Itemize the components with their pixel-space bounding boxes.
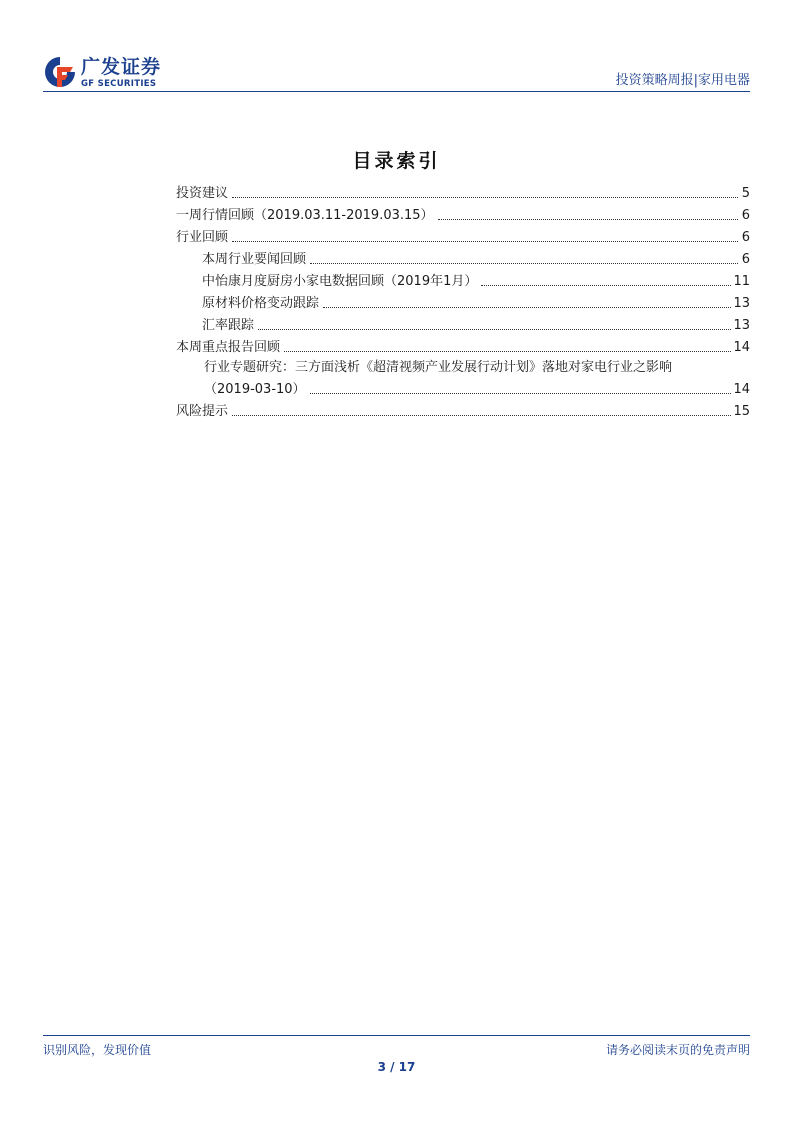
page-header xyxy=(43,52,750,92)
toc-entry-text: 投资建议 xyxy=(176,186,229,201)
toc-entry-text: 本周行业要闻回顾 xyxy=(202,252,307,267)
toc-leader-dots xyxy=(310,392,732,394)
toc-leader-dots xyxy=(310,262,738,264)
toc-entry-text: 本周重点报告回顾 xyxy=(176,340,281,355)
toc-leader-dots xyxy=(258,328,731,330)
toc-entry-uhd-video-study-cont[interactable] xyxy=(176,376,750,398)
footer-slogan: 识别风险，发现价值 xyxy=(43,1043,152,1057)
report-type-label: 投资策略周报|家用电器 xyxy=(615,73,750,88)
toc-entry-uhd-video-study[interactable] xyxy=(176,356,750,376)
toc-entry-key-reports[interactable] xyxy=(176,334,750,356)
header-divider xyxy=(43,91,750,92)
toc-entry-text: 汇率跟踪 xyxy=(202,318,255,333)
toc-entry-page: 6 xyxy=(741,208,750,223)
toc-entry-page: 13 xyxy=(733,318,750,333)
toc-entry-industry-review[interactable] xyxy=(176,224,750,246)
page-number: 3 / 17 xyxy=(377,1060,416,1074)
gf-logo-icon xyxy=(43,55,77,89)
toc-leader-dots xyxy=(232,240,738,242)
toc-entry-weekly-market-review[interactable] xyxy=(176,202,750,224)
toc-entry-text-continued: （2019-03-10） xyxy=(204,382,306,397)
toc-entry-kitchen-appliance-data[interactable] xyxy=(176,268,750,290)
toc-entry-page: 6 xyxy=(741,252,750,267)
toc-entry-text: 一周行情回顾（2019.03.11-2019.03.15） xyxy=(176,208,434,223)
toc-entry-page: 13 xyxy=(733,296,750,311)
footer-disclaimer-note: 请务必阅读末页的免责声明 xyxy=(605,1043,750,1057)
toc-leader-dots xyxy=(323,306,731,308)
toc-entry-page: 14 xyxy=(733,382,750,397)
toc-entry-page: 11 xyxy=(733,274,750,289)
toc-entry-page: 15 xyxy=(733,404,750,419)
toc-entry-text: 行业专题研究：三方面浅析《超清视频产业发展行动计划》落地对家电行业之影响 xyxy=(204,360,673,375)
toc-entry-text: 原材料价格变动跟踪 xyxy=(202,296,320,311)
gf-securities-logo xyxy=(43,55,173,91)
toc-entry-raw-material-prices[interactable] xyxy=(176,290,750,312)
toc-leader-dots xyxy=(438,218,738,220)
toc-leader-dots xyxy=(481,284,731,286)
footer-divider xyxy=(43,1035,750,1036)
toc-title: 目录索引 xyxy=(352,150,441,172)
toc-entry-page: 5 xyxy=(741,186,750,201)
table-of-contents xyxy=(176,180,750,420)
toc-entry-investment-advice[interactable] xyxy=(176,180,750,202)
toc-entry-text: 中怡康月度厨房小家电数据回顾（2019年1月） xyxy=(202,274,478,289)
toc-entry-risk-warning[interactable] xyxy=(176,398,750,420)
toc-leader-dots xyxy=(232,414,731,416)
toc-entry-exchange-rate[interactable] xyxy=(176,312,750,334)
logo-english-name: GF SECURITIES xyxy=(81,79,157,89)
toc-entry-page: 14 xyxy=(733,340,750,355)
toc-entry-text: 风险提示 xyxy=(176,404,229,419)
toc-leader-dots xyxy=(284,350,731,352)
toc-leader-dots xyxy=(232,196,738,198)
toc-entry-page: 6 xyxy=(741,230,750,245)
logo-chinese-name: 广发证券 xyxy=(81,56,162,78)
toc-entry-text: 行业回顾 xyxy=(176,230,229,245)
toc-entry-industry-news[interactable] xyxy=(176,246,750,268)
